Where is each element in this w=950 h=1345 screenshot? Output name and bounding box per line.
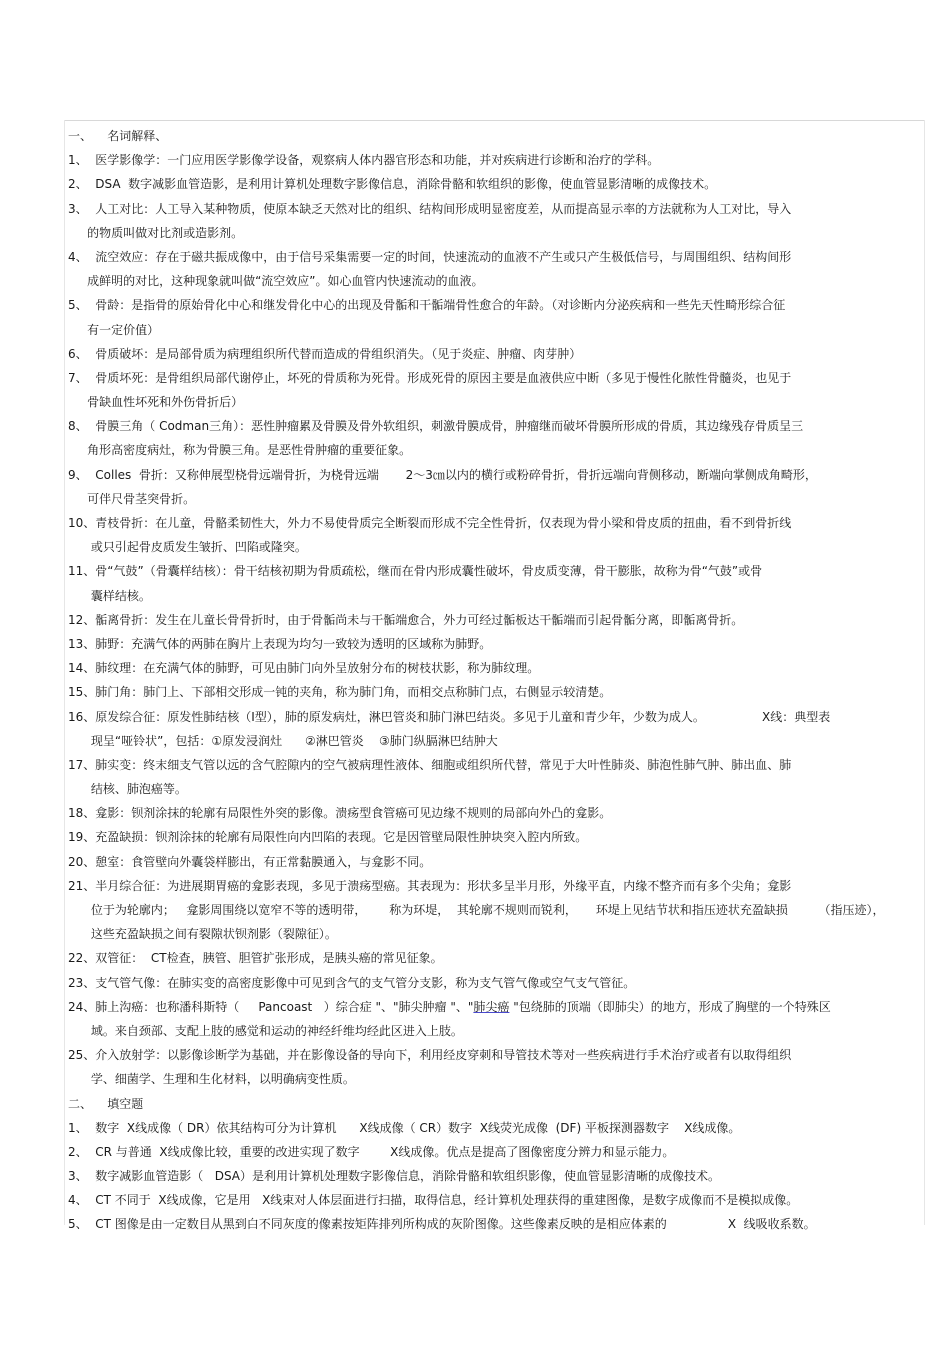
definition-line: 7、 骨质坏死：是骨组织局部代谢停止，坏死的骨质称为死骨。形成死骨的原因主要是血液供应中断（多见于慢性化脓性骨髓炎，也见于 — [68, 370, 792, 385]
definition-line: 成鲜明的对比，这种现象就叫做“流空效应”。如心血管内快速流动的血液。 — [68, 274, 484, 289]
definition-line: 有一定价值） — [68, 322, 160, 337]
definition-line: 20、憩室：食管壁向外囊袋样膨出，有正常黏膜通入，与龛影不同。 — [68, 854, 432, 869]
definition-line: 18、龛影：钡剂涂抹的轮廓有局限性外突的影像。溃疡型食管癌可见边缘不规则的局部向外凸的龛影。 — [68, 806, 612, 821]
definition-line: 4、 流空效应：存在于磁共振成像中，由于信号采集需要一定的时间，快速流动的血液不产生或只产生极低信号，与周围组织、结构间形 — [68, 249, 792, 264]
definition-line: 11、骨“气鼓”（骨囊样结核）：骨干结核初期为骨质疏松，继而在骨内形成囊性破坏，骨皮质变薄，骨干膨胀，故称为骨“气鼓”或骨 — [68, 564, 763, 579]
fill-in-line: 5、 CT 图像是由一定数目从黑到白不同灰度的像素按矩阵排列所构成的灰阶图像。这些像素反映的是相应体素的 X 线吸收系数。 — [68, 1217, 816, 1232]
definition-line: 5、 骨龄：是指骨的原始骨化中心和继发骨化中心的出现及骨骺和干骺端骨性愈合的年龄。（对诊断内分泌疾病和一些先天性畸形综合征 — [68, 298, 786, 313]
item24-text-pre: 24、肺上沟癌：也称潘科斯特（ Pancoast ）综合症 "、"肺尖肿瘤 "、" — [68, 999, 474, 1014]
definition-line: 6、 骨质破坏：是局部骨质为病理组织所代替而造成的骨组织消失。（见于炎症、肿瘤、肉芽肿） — [68, 346, 582, 361]
page-frame-left — [64, 120, 65, 1225]
definition-line: 学、细菌学、生理和生化材料，以明确病变性质。 — [68, 1072, 355, 1087]
definition-line: 22、双管征： CT检查，胰管、胆管扩张形成，是胰头癌的常见征象。 — [68, 951, 443, 966]
definition-line: 9、 Colles 骨折：又称伸展型桡骨远端骨折，为桡骨远端 2～3㎝以内的横行或粉碎骨折，骨折远端向背侧移动，断端向掌侧成角畸形， — [68, 467, 817, 482]
definition-line: 囊样结核。 — [68, 588, 151, 603]
definition-line: 2、 DSA 数字减影血管造影，是利用计算机处理数字影像信息，消除骨骼和软组织的影像，使血管显影清晰的成像技术。 — [68, 177, 717, 192]
definition-line: 13、肺野：充满气体的两肺在胸片上表现为均匀一致较为透明的区域称为肺野。 — [68, 636, 492, 651]
definition-line: 1、 医学影像学：一门应用医学影像学设备，观察病人体内器官形态和功能，并对疾病进行诊断和治疗的学科。 — [68, 153, 660, 168]
definition-line: 骨缺血性坏死和外伤骨折后） — [68, 395, 244, 410]
fill-in-line: 4、 CT 不同于 X线成像，它是用 X线束对人体层面进行扫描，取得信息，经计算机处理获得的重建图像，是数字成像而不是模拟成像。 — [68, 1193, 799, 1208]
item24-link-text[interactable]: 肺尖癌 — [473, 999, 510, 1014]
document-body — [68, 124, 924, 1237]
definition-line: 域。来自颈部、支配上肢的感觉和运动的神经纤维均经此区进入上肢。 — [68, 1023, 463, 1038]
definition-line: 21、半月综合征：为进展期胃癌的龛影表现，多见于溃疡型癌。其表现为：形状多呈半月形，外缘平直，内缘不整齐而有多个尖角；龛影 — [68, 878, 792, 893]
definition-line: 12、骺离骨折：发生在儿童长骨骨折时，由于骨骺尚未与干骺端愈合，外力可经过骺板达干骺端而引起骨骺分离，即骺离骨折。 — [68, 612, 744, 627]
definition-line: 19、充盈缺损：钡剂涂抹的轮廓有局限性向内凹陷的表现。它是因管壁局限性肿块突入腔内所致。 — [68, 830, 588, 845]
fill-in-line: 3、 数字减影血管造影（ DSA）是利用计算机处理数字影像信息，消除骨骼和软组织影像，使血管显影清晰的成像技术。 — [68, 1169, 721, 1184]
definition-line-24 — [68, 995, 924, 1019]
item24-text-post: "包绕肺的顶端（即肺尖）的地方，形成了胸壁的一个特殊区 — [509, 999, 831, 1014]
fill-in-line: 2、 CR 与普通 X线成像比较，重要的改进实现了数字 X线成像。优点是提高了图像密度分辨力和显示能力。 — [68, 1144, 675, 1159]
page-frame-top — [64, 120, 925, 121]
definition-line: 3、 人工对比：人工导入某种物质，使原本缺乏天然对比的组织、结构间形成明显密度差，从而提高显示率的方法就称为人工对比，导入 — [68, 201, 792, 216]
definition-line: 25、介入放射学：以影像诊断学为基础，并在影像设备的导向下，利用经皮穿刺和导管技术等对一些疾病进行手术治疗或者有以取得组织 — [68, 1048, 792, 1063]
definition-line: 位于为轮廓内； 龛影周围绕以宽窄不等的透明带， 称为环堤， 其轮廓不规则而锐利， 环堤上见结节状和指压迹状充盈缺损 （指压迹）， — [68, 903, 885, 917]
definition-line: 这些充盈缺损之间有裂隙状钡剂影（裂隙征）。 — [68, 927, 337, 942]
definition-line: 16、原发综合征：原发性肺结核（Ⅰ型），肺的原发病灶，淋巴管炎和肺门淋巴结炎。多见于儿童和青少年，少数为成人。 X线：典型表 — [68, 709, 831, 724]
section-heading-fill-in: 二、 填空题 — [68, 1096, 144, 1111]
fill-in-line: 1、 数字 X线成像（ DR）依其结构可分为计算机 X线成像（ CR）数字 X线荧光成像 (DF) 平板探测器数字 X线成像。 — [68, 1120, 741, 1135]
definition-line: 结核、肺泡癌等。 — [68, 782, 187, 797]
definition-line: 23、支气管气像：在肺实变的高密度影像中可见到含气的支气管分支影，称为支气管气像或空气支气管征。 — [68, 975, 636, 990]
definition-line: 可伴尺骨茎突骨折。 — [68, 491, 196, 506]
definition-line: 14、肺纹理：在充满气体的肺野，可见由肺门向外呈放射分布的树枝状影，称为肺纹理。 — [68, 661, 540, 676]
definition-line: 的物质叫做对比剂或造影剂。 — [68, 225, 244, 240]
definition-line: 或只引起骨皮质发生皱折、凹陷或隆突。 — [68, 540, 307, 555]
definition-line: 10、青枝骨折：在儿童，骨骼柔韧性大，外力不易使骨质完全断裂而形成不完全性骨折，仅表现为骨小梁和骨皮质的扭曲，看不到骨折线 — [68, 516, 792, 530]
definition-line: 15、肺门角：肺门上、下部相交形成一钝的夹角，称为肺门角，而相交点称肺门点，右侧显示较清楚。 — [68, 685, 612, 700]
definition-line: 17、肺实变：终末细支气管以远的含气腔隙内的空气被病理性液体、细胞或组织所代替，常见于大叶性肺炎、肺泡性肺气肿、肺出血、肺 — [68, 757, 792, 772]
section-heading-definitions: 一、 名词解释、 — [68, 129, 168, 143]
definition-line: 现呈“哑铃状”，包括：①原发浸润灶 ②淋巴管炎 ③肺门纵膈淋巴结肿大 — [68, 733, 498, 748]
definition-line: 角形高密度病灶，称为骨膜三角。是恶性骨肿瘤的重要征象。 — [68, 443, 412, 458]
definition-line: 8、 骨膜三角（ Codman三角）：恶性肿瘤累及骨膜及骨外软组织，刺激骨膜成骨，肿瘤继而破坏骨膜所形成的骨质，其边缘残存骨质呈三 — [68, 419, 804, 434]
page-frame-right — [924, 120, 925, 1225]
